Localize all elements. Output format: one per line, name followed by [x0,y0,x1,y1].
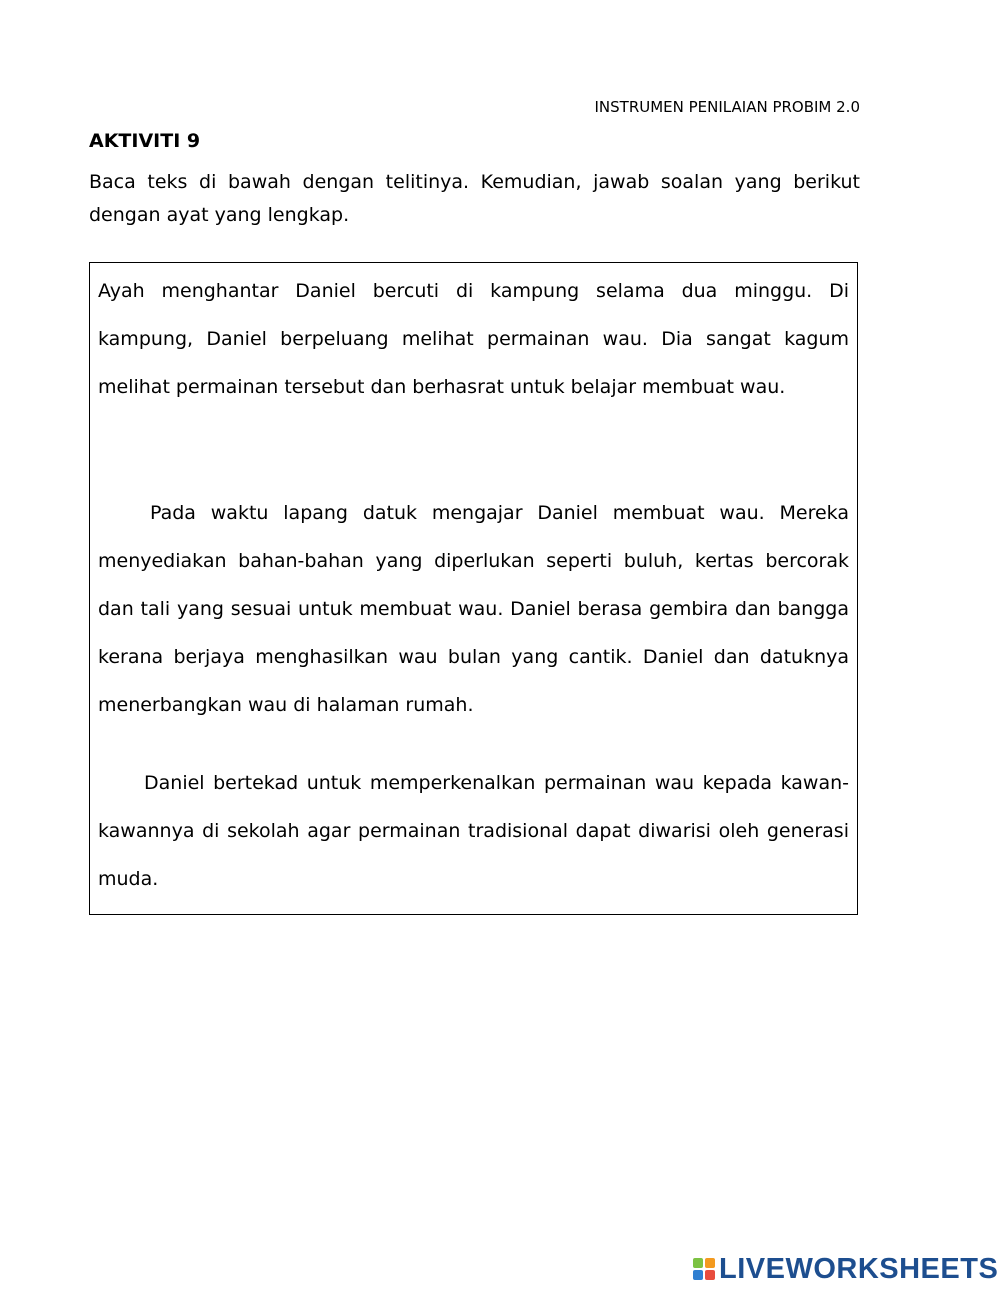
logo-square-green [693,1258,703,1268]
passage-paragraph-3: Daniel bertekad untuk memperkenalkan permainan wau kepada kawan-kawannya di sekolah agar permainan tradisional dapat diwarisi oleh generasi muda. [98,772,849,890]
liveworksheets-brand[interactable] [693,1254,998,1284]
activity-title: AKTIVITI 9 [89,130,201,152]
liveworksheets-logo-icon [693,1258,715,1280]
activity-instruction: Baca teks di bawah dengan telitinya. Kemudian, jawab soalan yang berikut dengan ayat yang lengkap. [89,171,860,226]
brand-name: LIVEWORKSHEETS [719,1252,999,1285]
passage-box [89,262,858,915]
logo-square-red [705,1270,715,1280]
passage-paragraph-2: Pada waktu lapang datuk mengajar Daniel membuat wau. Mereka menyediakan bahan-bahan yang diperlukan seperti buluh, kertas bercorak dan tali yang sesuai untuk membuat wau. Daniel berasa gembira dan bangga kerana berjaya menghasilkan wau bulan yang cantik. Daniel dan datuknya menerbangkan wau di halaman rumah. [98,502,849,716]
passage-paragraph-1: Ayah menghantar Daniel bercuti di kampung selama dua minggu. Di kampung, Daniel berpeluang melihat permainan wau. Dia sangat kagum melihat permainan tersebut dan berhasrat untuk belajar membuat wau. [98,280,849,398]
instrument-label: INSTRUMEN PENILAIAN PROBIM 2.0 [594,98,860,116]
logo-square-blue [693,1270,703,1280]
logo-square-orange [705,1258,715,1268]
